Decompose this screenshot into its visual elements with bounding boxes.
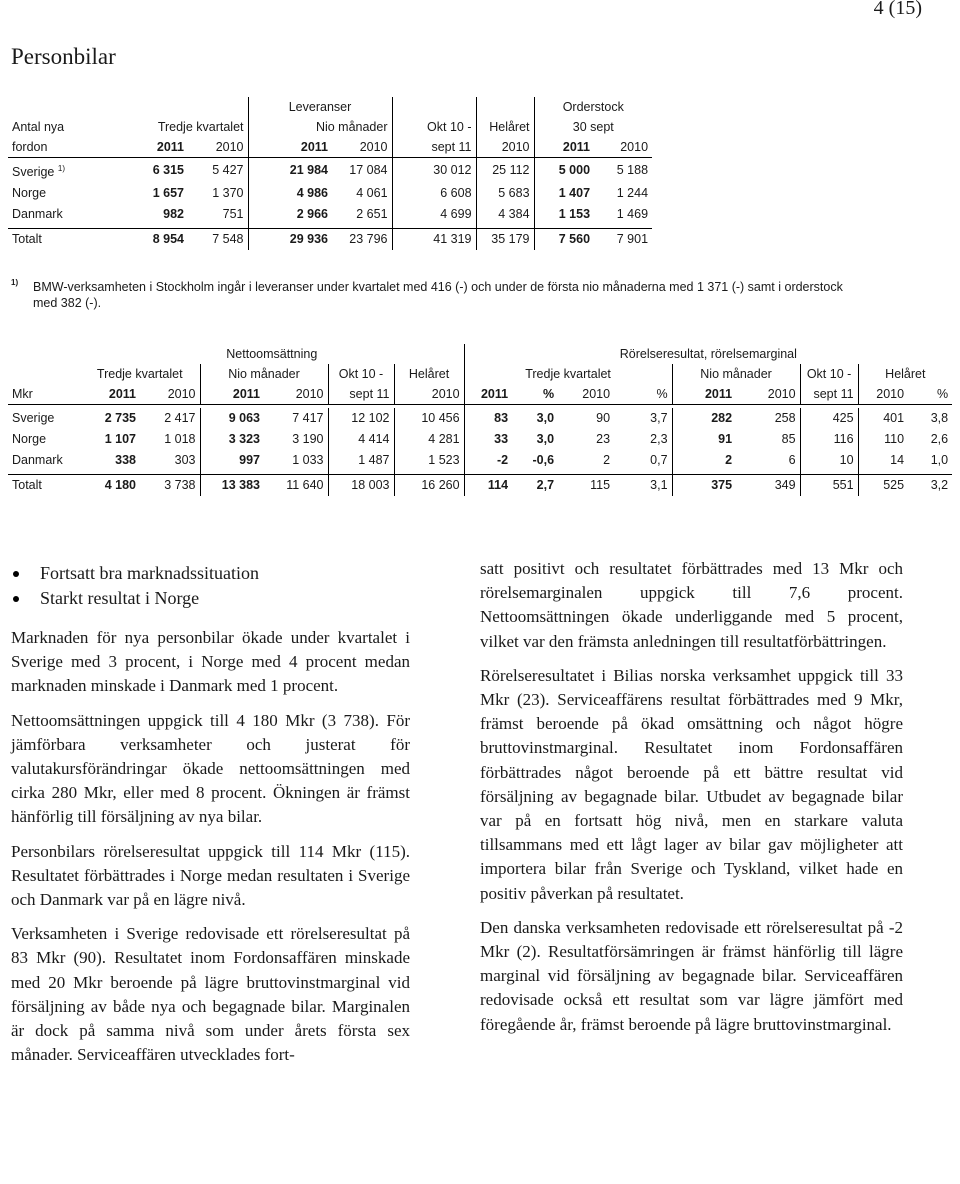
paragraph: Marknaden för nya personbilar ökade under kvartalet i Sverige med 3 procent, i Norge med 4 procent medan marknaden minskade i Danmark med 1 procent. bbox=[11, 628, 410, 696]
header-rorelseresultat: Rörelseresultat, rörelsemarginal bbox=[464, 344, 952, 364]
paragraph: Verksamheten i Sverige redovisade ett rörelseresultat på 83 Mkr (90). Resultatet inom Fordonsaffären minskade med 20 Mkr beroende på lägre bruttovinstmarginal vid försäljning av både nya och begagnade bilar. Marginalen är dock på samma nivå som under årets första sex månader. Serviceaffären utvecklades fort- bbox=[11, 924, 410, 1065]
highlight-item: Fortsatt bra marknadssituation bbox=[11, 561, 410, 586]
header-percent: % bbox=[614, 384, 672, 405]
highlights-list bbox=[11, 561, 410, 611]
footnote-ref: 1) bbox=[57, 164, 65, 173]
header-year: 2010 bbox=[736, 384, 800, 405]
header-30-sept: 30 sept bbox=[534, 117, 652, 137]
paragraph: Personbilars rörelseresultat uppgick till 114 Mkr (115). Resultatet förbättrades i Norge medan resultaten i Sverige och Danmark var på en lägre nivå. bbox=[11, 841, 410, 910]
header-year: 2011 bbox=[248, 137, 332, 158]
header-year: 2011 bbox=[200, 384, 264, 405]
header-year: 2010 bbox=[594, 137, 652, 158]
table-row: Norge 1 657 1 370 4 986 4 061 6 608 5 683 1 407 1 244 bbox=[8, 183, 652, 204]
header-period: sept 11 bbox=[392, 137, 476, 158]
table-row: Sverige 2 735 2 417 9 063 7 417 12 102 10 456 83 3,0 90 3,7 282 258 425 401 3,8 bbox=[8, 408, 952, 429]
footnote-text: BMW-verksamheten i Stockholm ingår i leveranser under kvartalet med 416 (-) och under de första nio månaderna med 1 371 (-) samt i orderstock med 382 (-). bbox=[33, 280, 843, 310]
header-nio-manader: Nio månader bbox=[200, 364, 328, 384]
row-label: Norge bbox=[12, 432, 47, 446]
header-percent: % bbox=[908, 384, 952, 405]
header-nettoomsattning: Nettoomsättning bbox=[226, 347, 318, 361]
header-year: 2010 bbox=[264, 384, 328, 405]
page-number: 4 (15) bbox=[873, 0, 922, 19]
row-label: Sverige bbox=[12, 411, 55, 425]
header-period: sept 11 bbox=[800, 384, 858, 405]
section-title: Personbilar bbox=[11, 44, 116, 69]
financials-table bbox=[8, 344, 952, 496]
row-label: Totalt bbox=[12, 232, 42, 247]
highlight-item: Starkt resultat i Norge bbox=[11, 586, 410, 611]
header-okt-2: Okt 10 - bbox=[800, 364, 858, 384]
header-orderstock: Orderstock bbox=[534, 97, 652, 117]
bullet-icon bbox=[13, 596, 19, 602]
header-year: 2010 bbox=[188, 137, 248, 158]
header-year: 2011 bbox=[80, 384, 140, 405]
header-year: 2010 bbox=[394, 384, 464, 405]
header-antal: Antal nya bbox=[12, 120, 65, 134]
header-tredje-kvartalet: Tredje kvartalet bbox=[96, 367, 183, 381]
header-year: 2010 bbox=[140, 384, 200, 405]
header-fordon: fordon bbox=[8, 137, 98, 158]
header-tredje-kvartalet-2: Tredje kvartalet bbox=[464, 364, 672, 384]
table-row: Sverige $^{1)}$ 6 315 5 427 21 984 17 084 30 012 25 112 5 000 5 188 bbox=[8, 158, 652, 184]
header-year: 2010 bbox=[858, 384, 908, 405]
header-year: 2011 bbox=[464, 384, 512, 405]
header-nio-manader: Nio månader bbox=[248, 117, 392, 137]
row-label: Danmark bbox=[12, 453, 63, 467]
header-mkr: Mkr bbox=[8, 384, 80, 405]
header-okt: Okt 10 - bbox=[328, 364, 394, 384]
header-period: sept 11 bbox=[328, 384, 394, 405]
header-leveranser: Leveranser bbox=[248, 97, 392, 117]
paragraph: Rörelseresultatet i Bilias norska verksamhet uppgick till 33 Mkr (23). Serviceaffärens resultat förbättrades med 9 Mkr, främst beroende på ökad omsättning och något högre bruttovinstmarginal. Resultatet inom Fordonsaffären förbättrades något beroende på ett bättre resultat vid försäljning av begagnade bilar. Utbudet av begagnade bilar var på en fortsatt hög nivå, men en starkare valuta tillsammans med ett lågt lager av bilar gav möjligheter att importera bilar från Sverige och Tyskland, vilket hade en positiv påverkan på resultatet. bbox=[480, 665, 903, 903]
paragraph: Nettoomsättningen uppgick till 4 180 Mkr (3 738). För jämförbara verksamheter och justerat för valutakursförändringar ökade nettoomsättningen med cirka 280 Mkr, eller med 8 procent. Ökningen är främst hänförlig till försäljning av nya bilar. bbox=[11, 710, 410, 827]
header-year: 2010 bbox=[476, 137, 534, 158]
row-label: Sverige $^{1)}$ bbox=[12, 164, 65, 180]
row-label: Norge bbox=[12, 186, 47, 201]
header-percent: % bbox=[512, 384, 558, 405]
header-year: 2011 bbox=[98, 137, 188, 158]
bullet-icon bbox=[13, 571, 19, 577]
paragraph: satt positivt och resultatet förbättrades med 13 Mkr och rörelsemarginalen uppgick till 7,6 procent. Nettoomsättningen ökade underliggande med 5 procent, vilket var den främsta anledningen till resultatförbättringen. bbox=[480, 559, 903, 651]
paragraph: Den danska verksamheten redovisade ett rörelseresultat på -2 Mkr (2). Resultatförsämringen är främst hänförlig till lägre marginal vid försäljning av begagnade bilar. Serviceaffären redovisade också ett resultat som var lägre jämfört med föregående år, främst beroende på lägre bruttovinstmarginal. bbox=[480, 917, 903, 1034]
header-year: 2011 bbox=[534, 137, 594, 158]
header-helaret-2: Helåret bbox=[858, 364, 952, 384]
table-row: Norge 1 107 1 018 3 323 3 190 4 414 4 281 33 3,0 23 2,3 91 85 116 110 2,6 bbox=[8, 429, 952, 450]
header-helaret: Helåret bbox=[394, 364, 464, 384]
table-row: Danmark 338 303 997 1 033 1 487 1 523 -2 -0,6 2 0,7 2 6 10 14 1,0 bbox=[8, 450, 952, 471]
header-okt: Okt 10 - bbox=[392, 117, 476, 137]
row-label: Totalt bbox=[12, 478, 42, 492]
row-label: Danmark bbox=[12, 207, 63, 222]
total-row: Totalt 8 954 7 548 29 936 23 796 41 319 35 179 7 560 7 901 bbox=[8, 229, 652, 251]
body-left-column bbox=[11, 561, 410, 1077]
footnote-marker: 1) bbox=[11, 278, 19, 287]
header-helaret: Helåret bbox=[476, 117, 534, 137]
header-year: 2011 bbox=[672, 384, 736, 405]
header-year: 2010 bbox=[558, 384, 614, 405]
header-year: 2010 bbox=[332, 137, 392, 158]
header-tredje-kvartalet: Tredje kvartalet bbox=[157, 120, 244, 134]
header-nio-manader-2: Nio månader bbox=[672, 364, 800, 384]
body-right-column bbox=[480, 557, 903, 1047]
table-row: Danmark 982 751 2 966 2 651 4 699 4 384 1 153 1 469 bbox=[8, 204, 652, 225]
total-row: Totalt 4 180 3 738 13 383 11 640 18 003 16 260 114 2,7 115 3,1 375 349 551 525 3,2 bbox=[8, 475, 952, 497]
deliveries-table bbox=[8, 97, 652, 250]
